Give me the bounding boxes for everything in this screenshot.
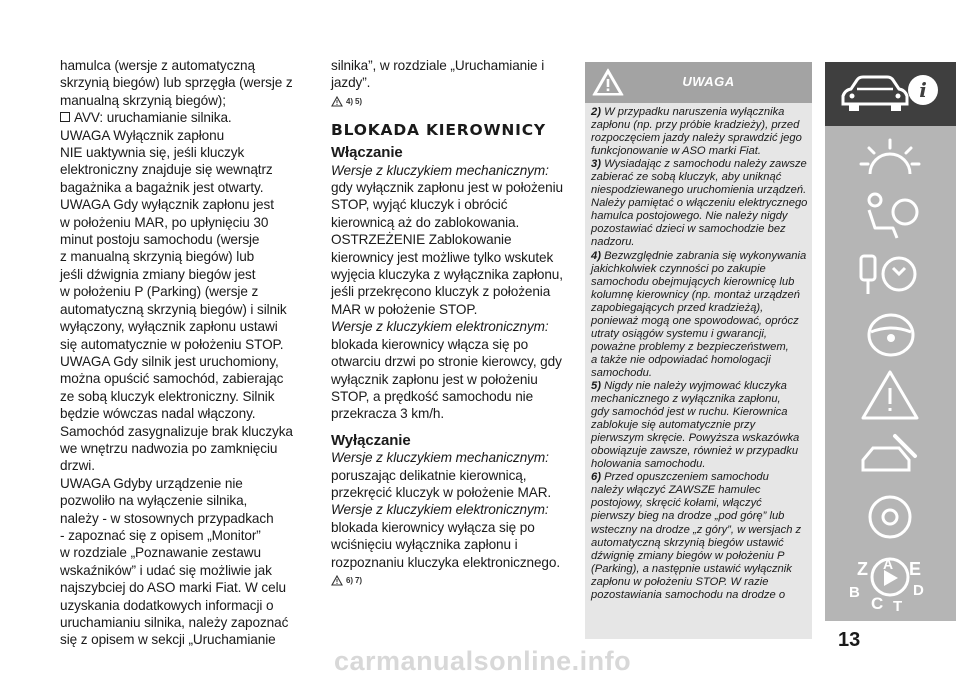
warning-text: Nigdy nie należy wyjmować kluczyka bbox=[604, 379, 787, 392]
warning-text: a także nie odpowiadać homologacji bbox=[591, 353, 771, 366]
warning-paragraph bbox=[331, 231, 563, 318]
text-line: OSTRZEŻENIE Zablokowanie bbox=[331, 232, 512, 248]
text-line: w położeniu MAR, po upłynięciu 30 bbox=[60, 214, 269, 230]
text-line: minut postoju samochodu (wersje bbox=[60, 232, 260, 248]
warning-line bbox=[591, 106, 807, 119]
warning-line bbox=[591, 341, 807, 354]
warning-box-body bbox=[585, 103, 812, 639]
text-line: poruszając delikatnie kierownicą, bbox=[331, 467, 527, 483]
warning-number: 2) bbox=[591, 106, 601, 118]
warning-text: gdy samochód jest w ruchu. Kierownica bbox=[591, 406, 788, 419]
text-line: jeśli przekręcono kluczyk z położenia bbox=[331, 284, 551, 300]
index-letter: Z bbox=[857, 559, 868, 579]
elec-key-paragraph bbox=[331, 336, 562, 423]
text-line: się z opisem w sekcji „Uruchamianie bbox=[60, 632, 276, 648]
text-line: UWAGA Gdy silnik jest uruchomiony, bbox=[60, 353, 279, 369]
warning-line bbox=[591, 289, 807, 302]
warning-text: zapobiegających przed kradzieżą), bbox=[591, 301, 764, 314]
warning-text: (Parking), a następnie ustawić wyłącznik bbox=[591, 562, 792, 575]
warning-line bbox=[591, 184, 807, 197]
text-line: otwarciu drzwi po stronie kierowcy, gdy bbox=[331, 354, 562, 370]
warning-line bbox=[591, 236, 807, 249]
wrench-car-icon[interactable] bbox=[855, 430, 925, 484]
warning-text: holowania samochodu. bbox=[591, 458, 706, 471]
warning-line bbox=[591, 210, 807, 223]
text-line: MAR w położenie STOP. bbox=[331, 301, 478, 317]
warning-line bbox=[591, 589, 807, 602]
warning-line bbox=[591, 432, 807, 445]
warning-text: samochodu. bbox=[591, 366, 652, 379]
warning-text: zabierać ze sobą kluczyk, aby uniknąć bbox=[591, 171, 782, 184]
warning-line bbox=[591, 563, 807, 576]
warning-line bbox=[591, 223, 807, 236]
reference-marker-1 bbox=[331, 92, 556, 112]
text-line: będzie wówczas nadal włączony. bbox=[60, 406, 256, 422]
text-line: drzwi. bbox=[60, 458, 95, 474]
warning-line bbox=[591, 576, 807, 589]
warning-text: mechanicznego z wyłącznika zapłonu, bbox=[591, 393, 781, 406]
text-line: gdy wyłącznik zapłonu jest w położeniu bbox=[331, 180, 563, 196]
warning-line bbox=[591, 445, 807, 458]
warning-text: niespodziewanego uruchomienia urządzeń. bbox=[591, 184, 807, 197]
warning-text: poważne problemy z bezpieczeństwem, bbox=[591, 340, 789, 353]
warning-text: obowiązuje zawsze, również w przypadku bbox=[591, 445, 799, 458]
mech-key-label: Wersje z kluczykiem mechanicznym: bbox=[331, 162, 549, 178]
intro-lines bbox=[331, 57, 556, 92]
warning-triangle-icon bbox=[331, 96, 343, 107]
index-letter: E bbox=[909, 559, 922, 579]
text-line: kierownicy jest możliwe tylko wskutek bbox=[331, 249, 554, 265]
warning-number: 4) bbox=[591, 249, 601, 262]
text-line: ze sobą kluczyk elektroniczny. Silnik bbox=[60, 388, 275, 404]
text-line: rozpoznaniu kluczyka elektronicznego. bbox=[331, 554, 561, 570]
text-line: pozwoliło na wyłączenie silnika, bbox=[60, 493, 248, 509]
warning-line bbox=[591, 393, 807, 406]
warning-line bbox=[591, 550, 807, 563]
warning-text: zablokuje się automatycznie przy bbox=[591, 419, 756, 432]
text-line: STOP, wyjąć kluczyk i obrócić bbox=[331, 197, 508, 213]
text-line: przekracza 3 km/h. bbox=[331, 406, 445, 422]
warning-line bbox=[591, 302, 807, 315]
dashboard-warning-lights-icon[interactable] bbox=[855, 134, 925, 184]
warning-line bbox=[591, 171, 807, 184]
warning-line bbox=[591, 250, 807, 263]
text-line: wskaźników” i udać się możliwie jak bbox=[60, 562, 272, 578]
mech-key-paragraph-2 bbox=[331, 467, 556, 502]
warning-box-header bbox=[585, 62, 812, 103]
text-line: wyjęcia kluczyka z wyłącznika zapłonu, bbox=[331, 267, 563, 283]
reference-marker-2 bbox=[331, 571, 556, 591]
warning-text: Należy pamiętać o włączeniu elektrycznego bbox=[591, 197, 808, 210]
warning-text: pierwszym skręcie. Powyższa wskazówka bbox=[591, 432, 800, 445]
page-number: 13 bbox=[838, 629, 861, 651]
warning-line bbox=[591, 471, 807, 484]
warning-text: nadzoru. bbox=[591, 236, 635, 249]
text-line: manualną skrzynią biegów); bbox=[60, 92, 226, 108]
warning-text: automatyczną skrzynią biegów ustawić bbox=[591, 536, 784, 549]
text-line: wyłączony, wyłącznik zapłonu ustawi bbox=[60, 319, 278, 335]
warning-line bbox=[591, 145, 807, 158]
key-ignition-icon[interactable] bbox=[855, 248, 925, 300]
warning-triangle-icon[interactable] bbox=[859, 368, 921, 424]
text-line: silnika”, w rozdziale „Uruchamianie i bbox=[331, 58, 545, 73]
text-line: kierownicą aż do zablokowania. bbox=[331, 214, 520, 230]
index-letter: C bbox=[871, 594, 884, 613]
text-line: jeśli dźwignia zmiany biegów jest bbox=[60, 266, 256, 282]
warning-box bbox=[585, 62, 812, 639]
watermark: carmanualsonline.info bbox=[334, 646, 632, 676]
text-line: UWAGA Gdy wyłącznik zapłonu jest bbox=[60, 197, 274, 213]
warning-text: Bezwzględnie zabrania się wykonywania bbox=[604, 249, 807, 262]
text-line: UWAGA Wyłącznik zapłonu bbox=[60, 127, 225, 143]
reference-numbers: 4) 5) bbox=[346, 97, 362, 107]
text-line: wciśnięciu wyłącznika zapłonu i bbox=[331, 537, 518, 553]
warning-text: dźwignię zmiany biegów w położeniu P bbox=[591, 549, 785, 562]
index-letter: D bbox=[913, 582, 924, 599]
warning-text: funkcjonowanie w ASO marki Fiat. bbox=[591, 145, 761, 158]
warning-line bbox=[591, 419, 807, 432]
text-line: można opuścić samochód, zabierając bbox=[60, 371, 284, 387]
warning-text: pierwszy bieg na drodze „pod górę” lub bbox=[591, 510, 785, 523]
warning-line bbox=[591, 315, 807, 328]
text-span: AVV: uruchamianie silnika. bbox=[74, 110, 232, 126]
warning-line bbox=[591, 328, 807, 341]
warning-box-title: UWAGA bbox=[682, 74, 735, 89]
text-line: blokada kierownicy włącza się po bbox=[331, 336, 529, 352]
warning-line bbox=[591, 458, 807, 471]
index-letter: A bbox=[883, 556, 894, 572]
warning-text: kolumnę kierownicy (np. montaż urządzeń bbox=[591, 288, 800, 301]
index-letters-icon[interactable] bbox=[839, 553, 939, 615]
text-line bbox=[60, 109, 308, 126]
warning-line bbox=[591, 406, 807, 419]
mech-key-paragraph bbox=[331, 179, 563, 231]
warning-triangle-icon bbox=[331, 575, 343, 586]
warning-line bbox=[591, 132, 807, 145]
text-line: - zapoznać się z opisem „Monitor” bbox=[60, 527, 261, 543]
warning-text: zapłonu w położeniu STOP. W razie bbox=[591, 575, 769, 588]
section-title: BLOKADA KIEROWNICY bbox=[331, 120, 546, 139]
warning-text: jakichkolwiek czynności po zakupie bbox=[591, 262, 766, 275]
warning-line bbox=[591, 380, 807, 393]
enable-heading: Włączanie bbox=[331, 144, 403, 162]
text-line: STOP, a prędkość samochodu nie bbox=[331, 388, 534, 404]
text-line: najszybciej do ASO marki Fiat. W celu bbox=[60, 580, 286, 596]
warning-text: Przed opuszczeniem samochodu bbox=[604, 471, 769, 484]
text-line: jazdy”. bbox=[331, 75, 371, 91]
warning-line bbox=[591, 484, 807, 497]
text-line: blokada kierownicy wyłącza się po bbox=[331, 519, 535, 535]
warning-text: hamulca postojowego. Nie należy nigdy bbox=[591, 210, 788, 223]
warning-number: 5) bbox=[591, 379, 601, 392]
warning-text: samochodu obejmujących kierownicę lub bbox=[591, 275, 795, 288]
airbag-seat-icon[interactable] bbox=[857, 190, 923, 242]
text-line: automatyczną skrzynią biegów) i silnik bbox=[60, 301, 287, 317]
text-line: przekręcić kluczyk w położenie MAR. bbox=[331, 484, 552, 500]
text-line: bagażnika a bagażnik jest otwarty. bbox=[60, 179, 264, 195]
warning-line bbox=[591, 276, 807, 289]
text-line: należy - w stosownych przypadkach bbox=[60, 510, 274, 526]
warning-text: zapłonu (np. przy próbie kradzieży), przed bbox=[591, 119, 800, 132]
text-line: we wnętrzu nadwozia po zamknięciu bbox=[60, 440, 278, 456]
text-line: hamulca (wersje z automatyczną bbox=[60, 58, 255, 73]
elec-key-label-2: Wersje z kluczykiem elektronicznym: bbox=[331, 502, 549, 518]
steering-wheel-icon[interactable] bbox=[863, 310, 919, 360]
warning-text: utraty osiągów systemu i gwarancji, bbox=[591, 327, 767, 340]
warning-text: rozpoczęciem jazdy należy sprawdzić jego bbox=[591, 132, 802, 145]
svg-text:i: i bbox=[919, 78, 927, 102]
warning-line bbox=[591, 263, 807, 276]
warning-line bbox=[591, 197, 807, 210]
text-line: uruchamianiu silnika, należy zapoznać bbox=[60, 615, 289, 630]
text-line: w położeniu P (Parking) (wersje z bbox=[60, 284, 259, 300]
elec-key-label: Wersje z kluczykiem elektronicznym: bbox=[331, 319, 549, 335]
warning-line bbox=[591, 510, 807, 523]
text-line: z manualną skrzynią biegów) lub bbox=[60, 249, 255, 265]
index-letter: T bbox=[893, 598, 903, 615]
warning-line bbox=[591, 497, 807, 510]
checkbox-bullet-icon bbox=[60, 112, 70, 122]
text-line: NIE uaktywnia się, jeśli kluczyk bbox=[60, 145, 245, 161]
warning-line bbox=[591, 537, 807, 550]
text-line: elektroniczny znajduje się wewnątrz bbox=[60, 162, 273, 178]
warning-number: 6) bbox=[591, 471, 601, 484]
warning-text: postojowy, skręcić kołami, włączyć bbox=[591, 497, 762, 510]
elec-key-paragraph-2 bbox=[331, 519, 561, 571]
text-line: UWAGA Gdyby urządzenie nie bbox=[60, 475, 243, 491]
mech-key-label-2: Wersje z kluczykiem mechanicznym: bbox=[331, 450, 549, 466]
warning-text: Wysiadając z samochodu należy zawsze bbox=[604, 158, 807, 171]
warning-text: wsteczny na drodze „z góry”, w wersjach z bbox=[591, 523, 802, 536]
text-line: Samochód zasygnalizuje brak kluczyka bbox=[60, 423, 293, 439]
text-line: uzyskania dodatkowych informacji o bbox=[60, 597, 274, 613]
warning-line bbox=[591, 158, 807, 171]
text-line: skrzynią biegów) lub sprzęgła (wersje z bbox=[60, 75, 293, 91]
text-line: w rozdziale „Poznawanie zestawu bbox=[60, 545, 261, 561]
warning-text: pozostawiania samochodu na drodze o bbox=[591, 588, 786, 601]
warning-text: ponieważ mogą one spowodować, oprócz bbox=[591, 314, 799, 327]
index-letter: B bbox=[849, 584, 860, 601]
warning-line bbox=[591, 367, 807, 380]
warning-line bbox=[591, 354, 807, 367]
warning-number: 3) bbox=[591, 158, 601, 171]
disable-heading: Wyłączanie bbox=[331, 431, 411, 449]
reference-numbers: 6) 7) bbox=[346, 576, 362, 586]
warning-text: W przypadku naruszenia wyłącznika bbox=[604, 106, 785, 118]
warning-line bbox=[591, 119, 807, 132]
text-line: wyłącznik zapłonu jest w położeniu bbox=[331, 371, 538, 387]
left-column-text bbox=[60, 57, 308, 649]
warning-text: pozostawiać dzieci w samochodzie bez bbox=[591, 223, 786, 236]
chapter-sidebar bbox=[825, 62, 956, 621]
car-info-icon[interactable] bbox=[835, 70, 945, 118]
text-line: się automatycznie w położeniu STOP. bbox=[60, 336, 284, 352]
technical-data-icon[interactable] bbox=[859, 490, 921, 544]
warning-text: należy włączyć ZAWSZE hamulec bbox=[591, 484, 761, 497]
middle-column-text bbox=[331, 57, 563, 591]
warning-line bbox=[591, 524, 807, 537]
